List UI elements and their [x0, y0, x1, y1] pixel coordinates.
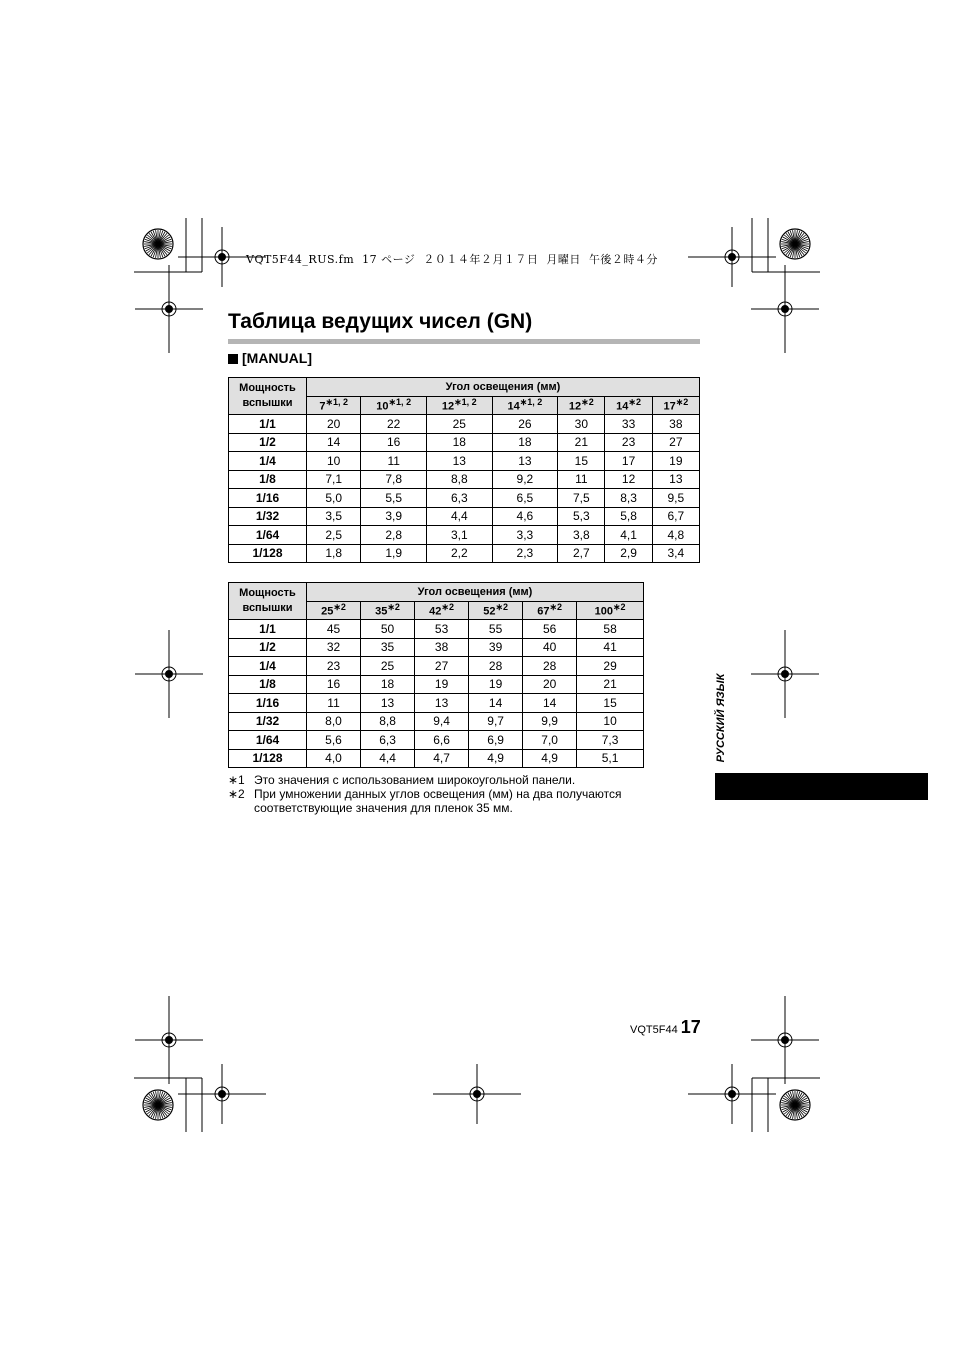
- section-heading: [228, 350, 312, 366]
- table-row: [229, 620, 644, 639]
- table-row: [229, 415, 700, 434]
- guide-number-cell: 41: [577, 638, 644, 657]
- flash-power-cell: 1/32: [229, 712, 307, 731]
- guide-number-cell: 9,9: [523, 712, 577, 731]
- guide-number-table-2: [228, 582, 644, 768]
- guide-number-cell: 19: [415, 675, 469, 694]
- flash-power-cell: 1/1: [229, 620, 307, 639]
- guide-number-cell: 19: [469, 675, 523, 694]
- guide-number-cell: 6,5: [492, 489, 558, 508]
- guide-number-cell: 3,1: [426, 526, 492, 545]
- print-file-header: VQT5F44_RUS.fm 17 ページ ２０１４年２月１７日 月曜日 午後２時４分: [246, 253, 658, 266]
- flash-power-cell: 1/16: [229, 489, 307, 508]
- table-row: [229, 749, 644, 768]
- guide-number-cell: 27: [652, 433, 699, 452]
- guide-number-cell: 2,9: [605, 544, 652, 563]
- guide-number-cell: 18: [426, 433, 492, 452]
- guide-number-cell: 10: [577, 712, 644, 731]
- starburst-mark-icon: [780, 229, 810, 259]
- model-code: VQT5F44: [630, 1024, 678, 1036]
- column-header: $12^{∗2}$: [558, 396, 605, 415]
- column-header: $14^{∗2}$: [605, 396, 652, 415]
- guide-number-cell: 4,4: [361, 749, 415, 768]
- guide-number-cell: 3,3: [492, 526, 558, 545]
- column-header: $42^{∗2}$: [415, 601, 469, 620]
- guide-number-cell: 8,8: [426, 470, 492, 489]
- guide-number-cell: 28: [469, 657, 523, 676]
- guide-number-cell: 2,5: [307, 526, 361, 545]
- guide-number-cell: 7,0: [523, 731, 577, 750]
- guide-number-cell: 8,0: [307, 712, 361, 731]
- starburst-mark-icon: [143, 1090, 173, 1120]
- column-header: $10^{∗1, 2}$: [361, 396, 427, 415]
- page-title: Таблица ведущих чисел (GN): [228, 310, 533, 333]
- guide-number-cell: 5,8: [605, 507, 652, 526]
- column-header: $67^{∗2}$: [523, 601, 577, 620]
- guide-number-cell: 3,5: [307, 507, 361, 526]
- flash-power-cell: 1/1: [229, 415, 307, 434]
- flash-power-cell: 1/4: [229, 657, 307, 676]
- guide-number-cell: 20: [523, 675, 577, 694]
- guide-number-cell: 12: [605, 470, 652, 489]
- guide-number-cell: 13: [426, 452, 492, 471]
- guide-number-cell: 4,9: [523, 749, 577, 768]
- registration-crosshair-icon: [433, 1064, 521, 1124]
- table-row: [229, 731, 644, 750]
- guide-number-cell: 4,9: [469, 749, 523, 768]
- guide-number-cell: 9,2: [492, 470, 558, 489]
- group-header: Угол освещения (мм): [307, 583, 644, 602]
- title-rule: [228, 339, 700, 344]
- guide-number-cell: 13: [492, 452, 558, 471]
- guide-number-cell: 16: [307, 675, 361, 694]
- guide-number-cell: 6,7: [652, 507, 699, 526]
- flash-power-cell: 1/128: [229, 544, 307, 563]
- guide-number-cell: 8,8: [361, 712, 415, 731]
- registration-crosshair-icon: [751, 996, 819, 1084]
- registration-crosshair-icon: [135, 630, 203, 718]
- guide-number-cell: 11: [307, 694, 361, 713]
- guide-number-cell: 9,4: [415, 712, 469, 731]
- guide-number-cell: 39: [469, 638, 523, 657]
- guide-number-cell: 9,5: [652, 489, 699, 508]
- table-row: [229, 712, 644, 731]
- language-side-label: РУССКИЙ ЯЗЫК: [715, 673, 727, 763]
- guide-number-cell: 26: [492, 415, 558, 434]
- guide-number-cell: 45: [307, 620, 361, 639]
- flash-power-cell: 1/4: [229, 452, 307, 471]
- registration-crosshair-icon: [751, 630, 819, 718]
- guide-number-cell: 14: [469, 694, 523, 713]
- guide-number-cell: 4,8: [652, 526, 699, 545]
- column-header: $35^{∗2}$: [361, 601, 415, 620]
- registration-crosshair-icon: [178, 1064, 266, 1124]
- guide-number-cell: 14: [523, 694, 577, 713]
- guide-number-cell: 5,6: [307, 731, 361, 750]
- guide-number-cell: 30: [558, 415, 605, 434]
- table-row: [229, 470, 700, 489]
- guide-number-cell: 4,6: [492, 507, 558, 526]
- footnotes: [228, 773, 694, 815]
- guide-number-cell: 7,3: [577, 731, 644, 750]
- table-row: [229, 489, 700, 508]
- guide-number-cell: 4,1: [605, 526, 652, 545]
- guide-number-cell: 15: [577, 694, 644, 713]
- column-header: $7^{∗1, 2}$: [307, 396, 361, 415]
- guide-number-cell: 3,9: [361, 507, 427, 526]
- row-header: Мощность вспышки: [229, 583, 307, 620]
- guide-number-cell: 19: [652, 452, 699, 471]
- guide-number-cell: 11: [361, 452, 427, 471]
- row-header: Мощность вспышки: [229, 378, 307, 415]
- page-number: 17: [680, 1017, 701, 1037]
- guide-number-cell: 22: [361, 415, 427, 434]
- guide-number-cell: 21: [558, 433, 605, 452]
- guide-number-cell: 4,4: [426, 507, 492, 526]
- guide-number-cell: 6,6: [415, 731, 469, 750]
- starburst-mark-icon: [143, 229, 173, 259]
- guide-number-cell: 33: [605, 415, 652, 434]
- table-row: [229, 638, 644, 657]
- guide-number-cell: 6,3: [426, 489, 492, 508]
- footnote-2: ∗2 При умножении данных углов освещения (мм) на два получаются соответствующие значения для пленок 35 мм.: [228, 787, 622, 815]
- guide-number-cell: 6,9: [469, 731, 523, 750]
- column-header: $12^{∗1, 2}$: [426, 396, 492, 415]
- starburst-mark-icon: [780, 1090, 810, 1120]
- square-bullet-icon: [228, 354, 238, 364]
- flash-power-cell: 1/8: [229, 675, 307, 694]
- table-row: [229, 657, 644, 676]
- column-header: $14^{∗1, 2}$: [492, 396, 558, 415]
- flash-power-cell: 1/128: [229, 749, 307, 768]
- group-header: Угол освещения (мм): [307, 378, 700, 397]
- guide-number-cell: 13: [361, 694, 415, 713]
- guide-number-cell: 10: [307, 452, 361, 471]
- table-row: [229, 544, 700, 563]
- registration-crosshair-icon: [135, 996, 203, 1084]
- guide-number-cell: 56: [523, 620, 577, 639]
- guide-number-cell: 55: [469, 620, 523, 639]
- registration-crosshair-icon: [135, 265, 203, 353]
- table-row: [229, 507, 700, 526]
- guide-number-cell: 18: [361, 675, 415, 694]
- flash-power-cell: 1/64: [229, 526, 307, 545]
- guide-number-cell: 14: [307, 433, 361, 452]
- section-label: [MANUAL]: [242, 350, 312, 366]
- guide-number-cell: 58: [577, 620, 644, 639]
- guide-number-cell: 16: [361, 433, 427, 452]
- guide-number-cell: 3,4: [652, 544, 699, 563]
- footnote-1: ∗1 Это значения с использованием широкоугольной панели.: [228, 773, 576, 787]
- guide-number-cell: 1,8: [307, 544, 361, 563]
- guide-number-cell: 13: [415, 694, 469, 713]
- guide-number-cell: 2,3: [492, 544, 558, 563]
- column-header: $100^{∗2}$: [577, 601, 644, 620]
- column-header: $25^{∗2}$: [307, 601, 361, 620]
- guide-number-cell: 25: [426, 415, 492, 434]
- guide-number-cell: 5,5: [361, 489, 427, 508]
- guide-number-cell: 6,3: [361, 731, 415, 750]
- guide-number-cell: 29: [577, 657, 644, 676]
- guide-number-cell: 2,2: [426, 544, 492, 563]
- guide-number-cell: 18: [492, 433, 558, 452]
- table-row: [229, 675, 644, 694]
- guide-number-cell: 5,3: [558, 507, 605, 526]
- guide-number-cell: 4,0: [307, 749, 361, 768]
- guide-number-cell: 21: [577, 675, 644, 694]
- guide-number-cell: 9,7: [469, 712, 523, 731]
- registration-crosshair-icon: [751, 265, 819, 353]
- table-row: [229, 526, 700, 545]
- guide-number-cell: 8,3: [605, 489, 652, 508]
- guide-number-cell: 17: [605, 452, 652, 471]
- guide-number-cell: 1,9: [361, 544, 427, 563]
- guide-number-cell: 5,1: [577, 749, 644, 768]
- guide-number-cell: 3,8: [558, 526, 605, 545]
- guide-number-table-1: [228, 377, 700, 563]
- guide-number-cell: 27: [415, 657, 469, 676]
- flash-power-cell: 1/64: [229, 731, 307, 750]
- guide-number-cell: 5,0: [307, 489, 361, 508]
- guide-number-cell: 53: [415, 620, 469, 639]
- guide-number-cell: 4,7: [415, 749, 469, 768]
- registration-crosshair-icon: [688, 1064, 776, 1124]
- page-footer: [630, 1017, 701, 1038]
- guide-number-cell: 38: [652, 415, 699, 434]
- guide-number-cell: 23: [307, 657, 361, 676]
- guide-number-cell: 2,7: [558, 544, 605, 563]
- guide-number-cell: 32: [307, 638, 361, 657]
- flash-power-cell: 1/2: [229, 433, 307, 452]
- flash-power-cell: 1/8: [229, 470, 307, 489]
- table-row: [229, 452, 700, 471]
- guide-number-cell: 15: [558, 452, 605, 471]
- guide-number-cell: 7,5: [558, 489, 605, 508]
- guide-number-cell: 28: [523, 657, 577, 676]
- guide-number-cell: 11: [558, 470, 605, 489]
- registration-crosshair-icon: [688, 227, 776, 287]
- guide-number-cell: 7,1: [307, 470, 361, 489]
- column-header: $52^{∗2}$: [469, 601, 523, 620]
- guide-number-cell: 2,8: [361, 526, 427, 545]
- guide-number-cell: 7,8: [361, 470, 427, 489]
- guide-number-cell: 50: [361, 620, 415, 639]
- flash-power-cell: 1/32: [229, 507, 307, 526]
- column-header: $17^{∗2}$: [652, 396, 699, 415]
- guide-number-cell: 13: [652, 470, 699, 489]
- flash-power-cell: 1/2: [229, 638, 307, 657]
- flash-power-cell: 1/16: [229, 694, 307, 713]
- guide-number-cell: 20: [307, 415, 361, 434]
- guide-number-cell: 25: [361, 657, 415, 676]
- table-row: [229, 694, 644, 713]
- language-tab-bar: [715, 773, 928, 800]
- table-row: [229, 433, 700, 452]
- guide-number-cell: 35: [361, 638, 415, 657]
- guide-number-cell: 23: [605, 433, 652, 452]
- guide-number-cell: 40: [523, 638, 577, 657]
- guide-number-cell: 38: [415, 638, 469, 657]
